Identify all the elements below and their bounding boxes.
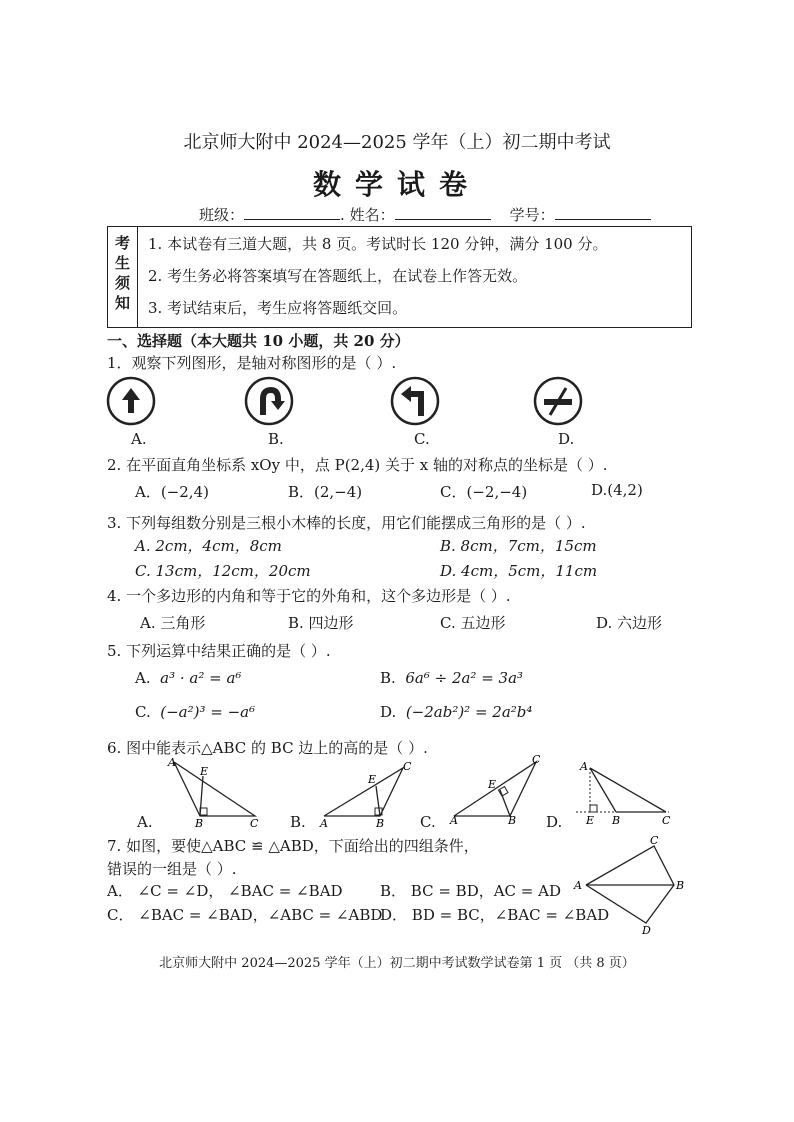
q4-option-c[interactable]: C. 五边形 <box>440 614 506 632</box>
q7-option-a[interactable]: A． ∠C = ∠D， ∠BAC = ∠BAD <box>107 882 343 900</box>
section-title: 一、选择题（本大题共 10 小题，共 20 分） <box>107 332 410 350</box>
turn-left-icon <box>389 375 441 427</box>
question-7-stem-1: 7. 如图，要使△ABC ≌ △ABD，下面给出的四组条件， <box>107 837 479 855</box>
svg-text:C: C <box>250 817 259 828</box>
svg-text:C: C <box>532 753 541 766</box>
arrow-up-icon <box>106 375 156 427</box>
svg-text:A: A <box>168 758 176 769</box>
q1-option-c[interactable]: C. <box>414 430 430 448</box>
question-7-stem-2: 错误的一组是（ ）. <box>107 860 237 878</box>
u-turn-icon <box>243 375 295 427</box>
notice-line-3: 3. 考试结束后，考生应将答题纸交回。 <box>148 299 408 317</box>
svg-text:E: E <box>368 773 377 786</box>
svg-text:A: A <box>580 760 588 773</box>
svg-text:C: C <box>662 814 671 827</box>
q4-option-d[interactable]: D. 六边形 <box>596 614 663 632</box>
question-1-stem: 1．观察下列图形，是轴对称图形的是（ ）. <box>107 354 397 372</box>
svg-text:A: A <box>320 817 328 828</box>
question-6-stem: 6. 图中能表示△ABC 的 BC 边上的高的是（ ）. <box>107 739 428 757</box>
notice-line-1: 1. 本试卷有三道大题，共 8 页。考试时长 120 分钟，满分 100 分。 <box>148 235 608 253</box>
q4-option-a[interactable]: A. 三角形 <box>140 614 206 632</box>
q5-option-b[interactable]: B. 6a⁶ ÷ 2a² = 3a³ <box>380 669 524 687</box>
q7-option-c[interactable]: C． ∠BAC = ∠BAD，∠ABC = ∠ABD <box>107 906 383 924</box>
notice-heading: 考 生 须 知 <box>108 227 138 327</box>
q2-option-d[interactable]: D.(4,2) <box>591 481 643 499</box>
q4-option-b[interactable]: B. 四边形 <box>288 614 354 632</box>
name-label: 姓名： <box>349 206 395 224</box>
question-3-stem: 3. 下列每组数分别是三根小木棒的长度，用它们能摆成三角形的是（ ）. <box>107 514 586 532</box>
q6-figure-c <box>448 752 548 826</box>
q5-option-d[interactable]: D. (−2ab²)² = 2a²b⁴ <box>380 703 533 721</box>
svg-text:D: D <box>642 924 651 936</box>
q3-option-b[interactable]: B. 8cm，7cm，15cm <box>440 537 597 555</box>
svg-text:B: B <box>508 814 517 826</box>
q6-figure-b <box>318 758 413 828</box>
q6-option-b[interactable]: B. <box>290 813 306 831</box>
svg-text:B: B <box>612 814 621 827</box>
id-blank[interactable] <box>555 205 651 220</box>
q5-option-c[interactable]: C. (−a²)³ = −a⁶ <box>135 703 256 721</box>
q3-option-c[interactable]: C. 13cm，12cm，20cm <box>135 562 311 580</box>
class-label: 班级： <box>199 206 245 224</box>
q5-option-a[interactable]: A. a³ · a² = a⁶ <box>135 669 242 687</box>
name-blank[interactable] <box>395 205 491 220</box>
svg-text:E: E <box>488 778 497 791</box>
question-4-stem: 4. 一个多边形的内角和等于它的外角和，这个多边形是（ ）. <box>107 587 511 605</box>
svg-text:C: C <box>650 836 659 847</box>
id-label: 学号： <box>509 206 555 224</box>
svg-text:E: E <box>586 814 595 827</box>
q2-option-a[interactable]: A．(−2,4) <box>135 483 209 501</box>
q3-option-d[interactable]: D. 4cm，5cm，11cm <box>440 562 598 580</box>
exam-header-title: 北京师大附中 2024—2025 学年（上）初二期中考试 <box>183 132 611 153</box>
q6-option-c[interactable]: C. <box>420 813 436 831</box>
question-2-stem: 2. 在平面直角坐标系 xOy 中，点 P(2,4) 关于 x 轴的对称点的坐标是（ ）. <box>107 456 608 474</box>
q6-option-d[interactable]: D. <box>546 813 563 831</box>
student-info-row: 班级： . 姓名： 学号： <box>199 204 651 225</box>
q7-figure-kite <box>572 836 692 936</box>
svg-text:B: B <box>676 879 685 892</box>
svg-text:B: B <box>376 817 385 828</box>
class-blank[interactable] <box>244 205 340 220</box>
svg-text:C: C <box>403 760 412 773</box>
no-entry-slash-icon <box>532 375 584 427</box>
exam-notice-box <box>107 226 692 328</box>
svg-text:E: E <box>200 765 209 778</box>
q1-option-b[interactable]: B. <box>268 430 284 448</box>
q2-option-c[interactable]: C．(−2,−4) <box>440 483 528 501</box>
q3-option-a[interactable]: A. 2cm，4cm，8cm <box>135 537 282 555</box>
q2-option-b[interactable]: B．(2,−4) <box>288 483 363 501</box>
q6-option-a[interactable]: A. <box>137 813 153 831</box>
q1-option-d[interactable]: D. <box>558 430 575 448</box>
page-footer: 北京师大附中 2024—2025 学年（上）初二期中考试数学试卷第 1 页 （共 8 页） <box>159 956 635 971</box>
q7-option-d[interactable]: D． BD = BC，∠BAC = ∠BAD <box>380 906 610 924</box>
q1-option-a[interactable]: A. <box>131 430 147 448</box>
q7-option-b[interactable]: B． BC = BD，AC = AD <box>380 882 561 900</box>
exam-subject-title: 数学试卷 <box>312 168 481 201</box>
svg-text:B: B <box>195 817 204 828</box>
notice-line-2: 2. 考生务必将答案填写在答题纸上，在试卷上作答无效。 <box>148 267 528 285</box>
q6-figure-d <box>574 760 674 828</box>
svg-text:A: A <box>574 879 582 892</box>
question-5-stem: 5. 下列运算中结果正确的是（ ）. <box>107 642 331 660</box>
svg-text:A: A <box>450 814 458 826</box>
q6-figure-a <box>160 758 265 828</box>
